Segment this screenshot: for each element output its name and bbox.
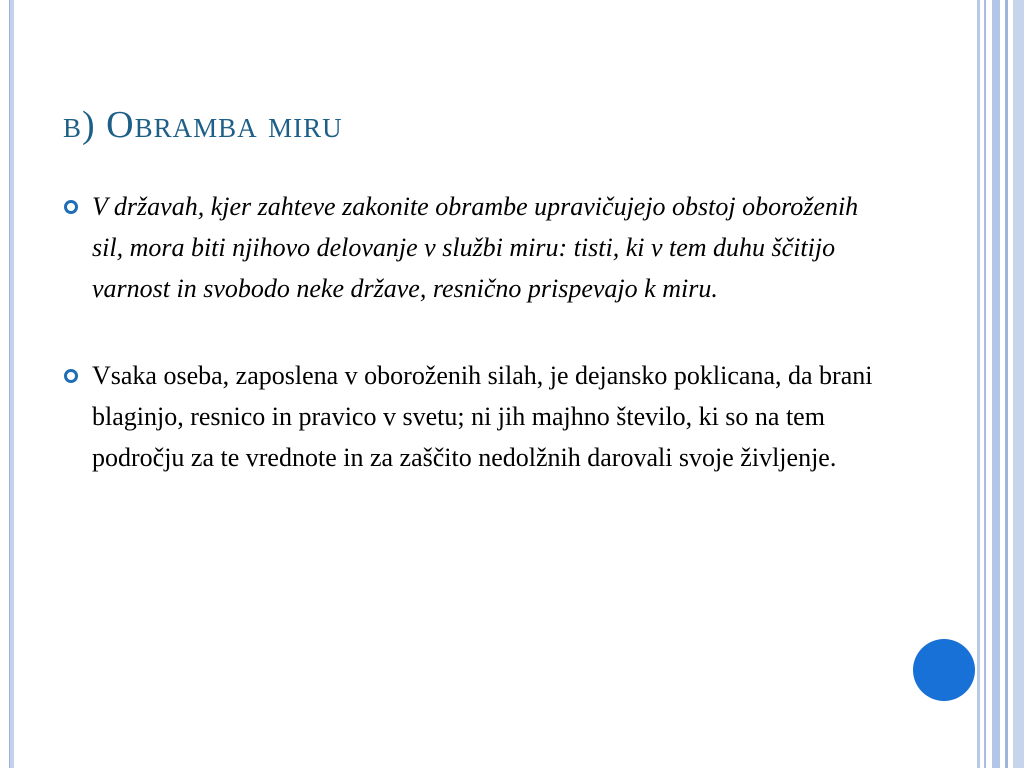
right-border-stripes	[977, 0, 1024, 768]
bullet-marker-icon	[64, 200, 78, 214]
bullet-item	[62, 186, 882, 309]
border-stripe	[977, 0, 980, 768]
decorative-circle-icon	[913, 639, 975, 701]
border-stripe	[984, 0, 986, 768]
slide-title: b) Obramba miru	[63, 104, 343, 146]
border-stripe	[1013, 0, 1024, 768]
bullet-text: V državah, kjer zahteve zakonite obrambe upravičujejo obstoj oboroženih sil, mora biti njihovo delovanje v službi miru: tisti, ki v tem duhu ščitijo varnost in svobodo neke države, resnično prispevajo k miru.	[92, 192, 859, 303]
bullet-text: Vsaka oseba, zaposlena v oboroženih silah, je dejansko poklicana, da brani blaginjo, resnico in pravico v svetu; ni jih majhno število, ki so na tem področju za te vrednote in za zaščito nedolžnih darovali svoje življenje.	[92, 361, 873, 472]
bullet-list	[62, 186, 882, 478]
left-border-line	[9, 0, 14, 768]
bullet-marker-icon	[64, 369, 78, 383]
border-stripe	[992, 0, 1000, 768]
border-stripe	[1005, 0, 1008, 768]
bullet-item	[62, 355, 882, 478]
